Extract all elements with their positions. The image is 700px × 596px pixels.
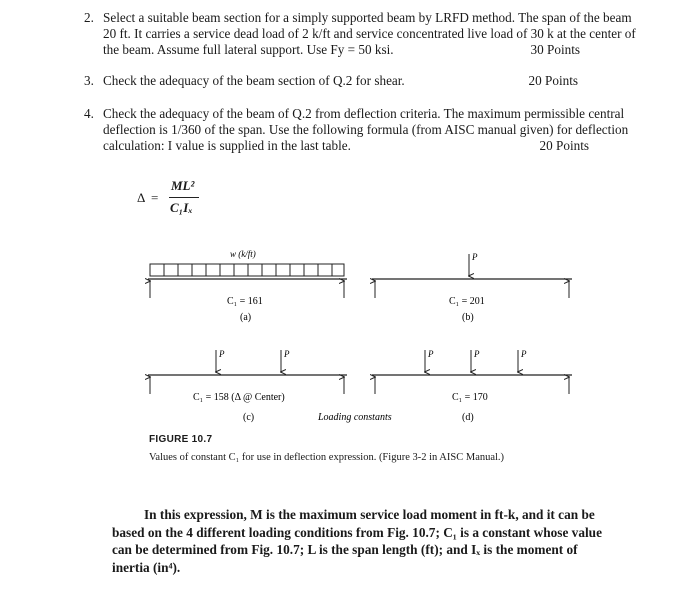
case-letter: (c) (243, 412, 255, 423)
question-line: 20 ft. It carries a service dead load of 2 k/ft and service concentrated live load of 30 k at the center of (103, 26, 636, 41)
formula-numerator: ML² (171, 178, 195, 193)
formula-denominator: C₁Iₓ (170, 200, 193, 215)
point-load-label: P (428, 349, 434, 359)
point-load-label: P (474, 349, 480, 359)
question-line: Select a suitable beam section for a simply supported beam by LRFD method. The span of the beam (103, 10, 632, 25)
case-letter: (b) (462, 312, 474, 323)
question-points: 30 Points (530, 42, 580, 57)
question-line: the beam. Assume full lateral support. Use Fy = 50 ksi. (103, 42, 394, 57)
constant-label: C₁ = 170 (452, 392, 488, 403)
question-number: 3. (84, 73, 94, 88)
diagram-b (372, 252, 572, 323)
point-load-label: P (219, 349, 225, 359)
constant-label: C₁ = 201 (449, 296, 485, 307)
paragraph-line: inertia (in⁴). (112, 559, 181, 575)
paragraph-line: can be determined from Fig. 10.7; L is the span length (ft); and Iₓ is the moment of (112, 542, 578, 557)
question-line: calculation: I value is supplied in the last table. (103, 138, 351, 153)
distributed-load-block (150, 264, 344, 276)
question-number: 2. (84, 10, 94, 25)
point-load-label: P (521, 349, 527, 359)
point-load-label: P (284, 349, 290, 359)
question-points: 20 Points (539, 138, 589, 153)
question-line: Check the adequacy of the beam section of Q.2 for shear. (103, 73, 405, 88)
figure-caption-title: FIGURE 10.7 (149, 434, 213, 445)
constant-label: C₁ = 158 (Δ @ Center) (193, 392, 285, 403)
case-letter: (d) (462, 412, 474, 423)
diagram-a (148, 249, 347, 323)
question-line: deflection is 1/360 of the span. Use the following formula (from AISC manual given) for deflection (103, 122, 629, 137)
loading-constants-label: Loading constants (318, 412, 392, 423)
question-points: 20 Points (528, 73, 578, 88)
formula-equals: = (151, 190, 159, 205)
question-number: 4. (84, 106, 94, 121)
paragraph-line: In this expression, M is the maximum service load moment in ft-k, and it can be (144, 507, 595, 522)
formula-lhs: Δ (137, 190, 146, 205)
explanation-paragraph (112, 506, 612, 576)
constant-label: C₁ = 161 (227, 296, 263, 307)
load-intensity-label: w (k/ft) (230, 249, 256, 259)
load-hatching (164, 264, 332, 276)
diagram-d (372, 349, 572, 423)
figure-caption-text: Values of constant C₁ for use in deflection expression. (Figure 3-2 in AISC Manual.) (149, 452, 505, 463)
case-letter: (a) (240, 312, 252, 323)
question-line: Check the adequacy of the beam of Q.2 from deflection criteria. The maximum permissible central (103, 106, 625, 121)
point-load-label: P (472, 252, 478, 262)
paragraph-line: based on the 4 different loading conditions from Fig. 10.7; C₁ is a constant whose value (112, 524, 602, 540)
